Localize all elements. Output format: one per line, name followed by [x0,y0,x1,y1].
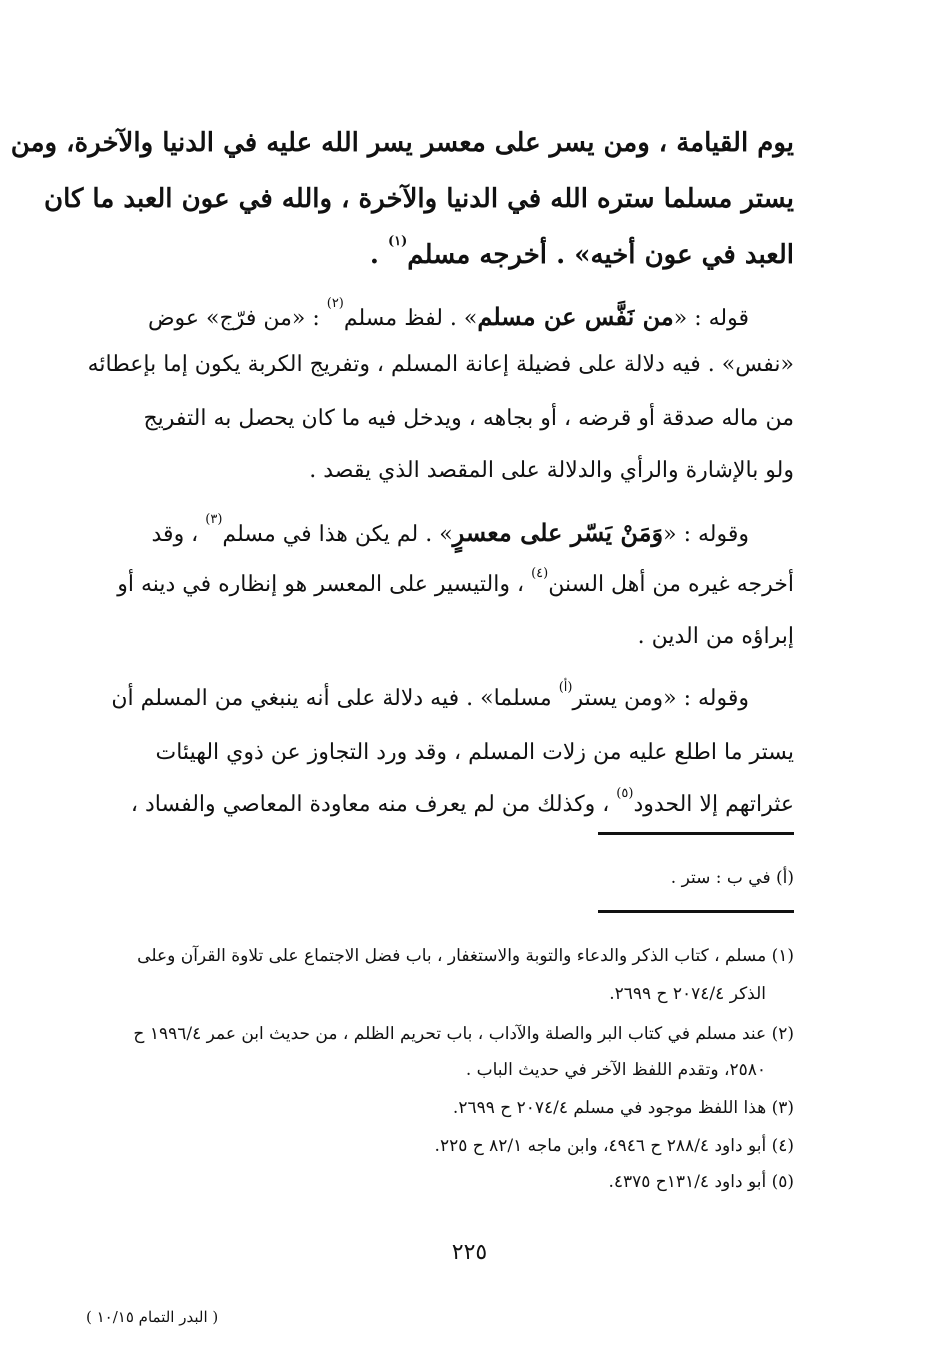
footnote-3 [130,1098,794,1118]
p2-text-a: وقوله : « [663,522,749,547]
variant-ref-a: (أ) [558,680,573,695]
variant-note [130,868,794,888]
p3-text-3a: عثراتهم إلا الحدود [633,792,794,817]
footnote-1-line-1 [130,946,794,966]
footnote-ref-5: (٥) [616,786,634,801]
p1-line-1 [130,296,794,331]
p1-text-4: ولو بالإشارة والرأي والدلالة على المقصد الذي يقصد . [309,458,794,483]
footnote-5-text: (٥) أبو داود ١٣١/٤ح ٤٣٧٥. [608,1172,794,1192]
p2-line-1 [130,512,794,547]
page-number: ٢٢٥ [451,1240,488,1265]
footnote-2-line-1 [130,1024,794,1044]
intro-line-1 [10,128,794,158]
footnote-1-text-1: (١) مسلم ، كتاب الذكر والدعاء والتوبة والاستغفار ، باب فضل الاجتماع على تلاوة القرآن وعلى [137,946,794,966]
footnote-ref-2: (٢) [326,296,344,311]
footnote-5 [130,1172,794,1192]
variant-divider [598,832,794,835]
p2-text-d: ، وقد [151,522,206,547]
footnote-ref-1: (١) [388,234,408,249]
footnote-2-text-2: ٢٥٨٠، وتقدم اللفظ الآخر في حديث الباب . [465,1060,766,1080]
footnote-ref-3: (٣) [205,512,223,527]
footnote-4-text: (٤) أبو داود ٢٨٨/٤ ح ٤٩٤٦، وابن ماجه ٨٢/١ ح ٢٢٥. [434,1136,794,1156]
intro-line-2 [43,184,794,214]
p2-text-2a: أخرجه غيره من أهل السنن [548,572,794,597]
p3-text-2: يستر ما اطلع عليه من زلات المسلم ، وقد ورد التجاوز عن ذوي الهيئات [155,740,794,765]
p1-text-d: : «من فرّج» عوض [147,306,327,331]
bottom-signature-mark: ( البدر التمام ١٠/١٥ ) [86,1308,219,1326]
footnote-3-text: (٣) هذا اللفظ موجود في مسلم ٢٠٧٤/٤ ح ٢٦٩٩. [452,1098,794,1118]
p3-text-a: وقوله : «ومن يستر [572,686,749,711]
footnote-4 [130,1136,794,1156]
p1-text-a: قوله : « [673,306,749,331]
p1-line-2 [87,352,794,377]
footnotes-divider [598,910,794,913]
footnote-2-text-1: (٢) عند مسلم في كتاب البر والصلة والآداب ، باب تحريم الظلم ، من حديث ابن عمر ١٩٩٦/٤ ح [133,1024,794,1044]
p2-quoted-hadith: وَمَنْ يَسّر على معسرٍ [452,518,664,547]
footnote-2-line-2 [130,1060,794,1080]
p3-text-3b: ، وكذلك من لم يعرف منه معاودة المعاصي والفساد ، [130,792,617,817]
p1-line-4 [130,458,794,483]
footnote-1-line-2 [130,984,794,1004]
p2-text-2b: ، والتيسير على المعسر هو إنظاره في دينه أو [117,572,532,597]
p1-text-c: » . لفظ مسلم [343,306,478,331]
intro-text-3: العبد في عون أخيه» . أخرجه مسلم [407,240,794,270]
p1-text-3: من ماله صدقة أو قرضه ، أو بجاهه ، ويدخل فيه ما كان يحصل به التفريج [143,406,794,431]
p1-quoted-hadith: من نَفَّس عن مسلم [477,302,674,331]
intro-line-3: العبد في عون أخيه» . أخرجه مسلم$^{(١)}$ . [369,234,794,270]
variant-note-text: (أ) في ب : ستر . [670,868,794,888]
footnote-1-text-2: الذكر ٢٠٧٤/٤ ح ٢٦٩٩. [609,984,766,1004]
intro-text-1: يوم القيامة ، ومن يسر على معسر يسر الله عليه في الدنيا والآخرة، ومن [10,128,794,158]
p2-text-c: » . لم يكن هذا في مسلم [222,522,453,547]
p2-line-2 [117,566,794,597]
p1-text-2: «نفس» . فيه دلالة على فضيلة إعانة المسلم ، وتفريج الكربة يكون إما بإعطائه [87,352,794,377]
p2-line-3 [130,624,794,649]
p3-line-3 [130,786,794,817]
p3-line-1 [111,680,794,711]
p3-text-b: مسلما» . فيه دلالة على أنه ينبغي من المسلم أن [111,686,559,711]
p1-line-3 [130,406,794,431]
p2-text-3: إبراؤه من الدين . [637,624,794,649]
p3-line-2 [130,740,794,765]
footnote-ref-4: (٤) [531,566,549,581]
intro-text-2: يستر مسلما ستره الله في الدنيا والآخرة ، والله في عون العبد ما كان [43,184,794,214]
